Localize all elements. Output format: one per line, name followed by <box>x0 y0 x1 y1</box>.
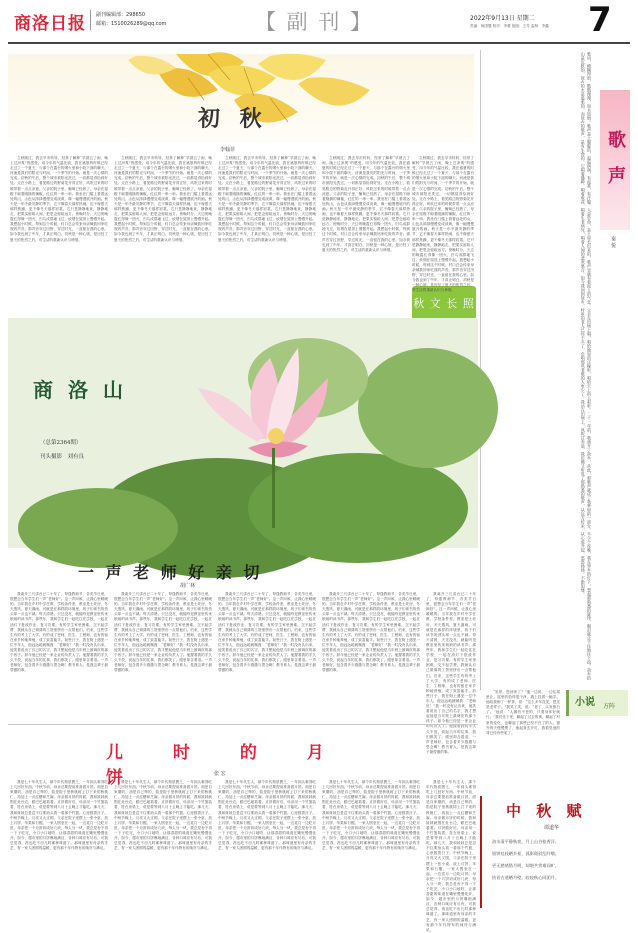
fu-line: 抬首古道晒月壁，皎皎秋心同团月。 <box>492 875 560 880</box>
novel-body <box>486 690 560 790</box>
fu-line: 银饼挂枝晒乡景，孤影斑驳乱吟哦。 <box>492 851 560 856</box>
teacher-body-col5 <box>426 592 476 754</box>
autumn-body-text-2: 立秋刚过，我去早市转转，经常了解种“早晨五了雨，晚上过凉爽”的感受，用今年的气温比较，我在盛夏的时候已经走过了一个夏天，与那个在露台的烟火里和小院下面的聊天。河流是我们的阳光与时间，一个季节的开始，就是一次心情的完成。初秋的午后，整个城市被阳光洗过，一切都显得恰到好处。走在小路上，看见路边的野菊花开得正好，风吹过来的时候带着一点点凉意。父亲的院子里，葡萄已经熟了，母亲在屋檐下晾着刚摘的辣椒，红红的一串一串。我坐在门槛上看着远处的山，山色从浓绿慢慢变成淡黄，像一幅慢慢展开的画。秋天是一年中最安静的季节，它不像春天那样热闹，也不像夏天那样焦躁，更不像冬天那样寂寞。它只是静静地来，静静地走，把果实留给人间，把思念留给远方。傍晚时分，天边的晚霞红得像一团火，归鸟成群地飞过，炊烟在屋顶上慢慢升起。我想起小时候，每到这个时候，村口总会传来母亲喊我回家吃饭的声音。那声音穿过田野，穿过时光，一直留在我的心里。如今我也到了中年，才真正明白，初秋是一种心境，是历经了夏天的热烈之后，对生活的重新认识与珍惜。 <box>114 156 212 242</box>
novel-label: 小说 <box>575 697 595 708</box>
page-number: 7 <box>588 0 612 40</box>
autumn-body-col3 <box>218 156 316 306</box>
photo-caption: （总第2364期） <box>40 440 82 446</box>
teacher-body-text-4: 我离开三尺讲台已二十年了，每逢教师节，各类节日里，很想念当年学生们一声“老师好”。这一声问候，让我心里暖暖的。当年我在乡村中学任教，学校条件差，教室是土坯房，冬天透风，夏天漏雨。可就是在那样的环境里，孩子们读书的劲头却一点也不减。每天清晨，天还没亮，就能听见教室里传来琅琅的读书声。那些年，我和学生们一起吃住在学校，一起在油灯下批改作业、复习功课。有的学生家里困难，交不起学费，我就从自己微薄的工资里挤出一点帮他们。后来，这些学生有的考上了大学，有的成了老师、医生、工程师，也有的留在家乡种地养殖，成了致富能手。前些日子，我在街上遇见一位中年人，他远远地就喊我：“老师好！”我一时没有认出来，他笑着说出了自己的名字，我才想起他是当年班上最调皮的那个孩子。如今他已经是一家企业的负责人了。他握着我的手久久不放，说起当年的往事，我们都笑了，眼里却含着泪。一声老师好，包含着多少感激与思念啊！教书育人，是我这辈子最骄傲的事。 <box>322 592 420 673</box>
autumn-body-col1 <box>10 156 108 306</box>
poem-title: 歌 声 <box>605 129 626 191</box>
masthead-info-2: 邮箱：1510026289@qq.com <box>96 21 167 27</box>
mooncake-body-col4 <box>322 780 420 906</box>
mooncake-body-col5 <box>426 780 476 932</box>
newspaper-logo: 商洛日报 <box>14 14 86 34</box>
mooncake-body-col1 <box>10 780 108 906</box>
mooncake-body-text-5: 我是七十年代生人，那个年代物质匮乏，一年到头难得吃上几回好东西。中秋节前，母亲总要提前准备做月饼。面是自家磨的，油是自己榨的，馅是院子里核桃树上打下来的核桃仁，再加上一点红糖和芝麻。母亲做月饼的时候，我和妹妹就围在灶台边，眼巴巴地看着。月饼做好后，母亲用一个竹篮装着，挂在房梁上，说是要等到八月十五晚上才能吃。那几天，我和妹妹总是忍不住要抬头看一看那个竹篮，心里数着日子。中秋节晚上，月亮又大又圆，父亲在院子里摆上一张小桌，放上月饼、苹果和石榴，一家人围坐在一起，一边赏月一边吃月饼。母亲把一个月饼切成好几块，每人分一块，我总是舍不得一下子吃完，小口小口地咬，让那香甜的味道在嘴里慢慢化开。如今，超市里的月饼琳琅满目，各种口味应有尽有，可我总觉得，再也吃不出儿时那种味道了。那味道里有母亲的手艺，有一家人团圆的温暖，更有那个年代特有的纯朴与满足。 <box>426 780 476 932</box>
mooncake-body-text-2: 我是七十年代生人，那个年代物质匮乏，一年到头难得吃上几回好东西。中秋节前，母亲总要提前准备做月饼。面是自家磨的，油是自己榨的，馅是院子里核桃树上打下来的核桃仁，再加上一点红糖和芝麻。母亲做月饼的时候，我和妹妹就围在灶台边，眼巴巴地看着。月饼做好后，母亲用一个竹篮装着，挂在房梁上，说是要等到八月十五晚上才能吃。那几天，我和妹妹总是忍不住要抬头看一看那个竹篮，心里数着日子。中秋节晚上，月亮又大又圆，父亲在院子里摆上一张小桌，放上月饼、苹果和石榴，一家人围坐在一起，一边赏月一边吃月饼。母亲把一个月饼切成好几块，每人分一块，我总是舍不得一下子吃完，小口小口地咬，让那香甜的味道在嘴里慢慢化开。如今，超市里的月饼琳琅满目，各种口味应有尽有，可我总觉得，再也吃不出儿时那种味道了。那味道里有母亲的手艺，有一家人团圆的温暖，更有那个年代特有的纯朴与满足。 <box>114 780 212 851</box>
mooncake-body-col3 <box>218 780 316 906</box>
issue-date: 2022年9月13日 星期二 <box>470 15 535 22</box>
novel-body-text: “吴哥，您回来了？”他一边说，一边往屋里让。屋里收拾得很干净，墙上挂着一幅字。他给我倒了一杯茶，说：“这么多年没见，您还是老样子。”我笑了笑，说：“老了，头发都白了。”他说：“人哪有不老的，只要身体好就行。”我们坐下来，聊起了过去的事，聊起了村里的变化，也聊起了那些已经不在了的人。窗外的天慢慢黑了，他起身去开灯，我看见他的背已经有些驼了。 <box>486 690 560 735</box>
fu-lines <box>492 836 624 884</box>
autumn-title: 初 秋 <box>198 106 268 132</box>
mooncake-body-text-3: 我是七十年代生人，那个年代物质匮乏，一年到头难得吃上几回好东西。中秋节前，母亲总要提前准备做月饼。面是自家磨的，油是自己榨的，馅是院子里核桃树上打下来的核桃仁，再加上一点红糖和芝麻。母亲做月饼的时候，我和妹妹就围在灶台边，眼巴巴地看着。月饼做好后，母亲用一个竹篮装着，挂在房梁上，说是要等到八月十五晚上才能吃。那几天，我和妹妹总是忍不住要抬头看一看那个竹篮，心里数着日子。中秋节晚上，月亮又大又圆，父亲在院子里摆上一张小桌，放上月饼、苹果和石榴，一家人围坐在一起，一边赏月一边吃月饼。母亲把一个月饼切成好几块，每人分一块，我总是舍不得一下子吃完，小口小口地咬，让那香甜的味道在嘴里慢慢化开。如今，超市里的月饼琳琅满目，各种口味应有尽有，可我总觉得，再也吃不出儿时那种味道了。那味道里有母亲的手艺，有一家人团圆的温暖，更有那个年代特有的纯朴与满足。 <box>218 780 316 851</box>
poem-title-band <box>600 90 630 230</box>
fu-line: 更无愁绪错月明，却堪共赏难同旷。 <box>492 863 560 868</box>
teacher-body-text-5: 我离开三尺讲台已二十年了，每逢教师节，各类节日里，很想念当年学生们一声“老师好”。这一声问候，让我心里暖暖的。当年我在乡村中学任教，学校条件差，教室是土坯房，冬天透风，夏天漏雨。可就是在那样的环境里，孩子们读书的劲头却一点也不减。每天清晨，天还没亮，就能听见教室里传来琅琅的读书声。那些年，我和学生们一起吃住在学校，一起在油灯下批改作业、复习功课。有的学生家里困难，交不起学费，我就从自己微薄的工资里挤出一点帮他们。后来，这些学生有的考上了大学，有的成了老师、医生、工程师，也有的留在家乡种地养殖，成了致富能手。前些日子，我在街上遇见一位中年人，他远远地就喊我：“老师好！”我一时没有认出来，他笑着说出了自己的名字，我才想起他是当年班上最调皮的那个孩子。如今他已经是一家企业的负责人了。他握着我的手久久不放，说起当年的往事，我们都笑了，眼里却含着泪。一声老师好，包含着多少感激与思念啊！教书育人，是我这辈子最骄傲的事。 <box>426 592 476 754</box>
teacher-body-text-3: 我离开三尺讲台已二十年了，每逢教师节，各类节日里，很想念当年学生们一声“老师好”。这一声问候，让我心里暖暖的。当年我在乡村中学任教，学校条件差，教室是土坯房，冬天透风，夏天漏雨。可就是在那样的环境里，孩子们读书的劲头却一点也不减。每天清晨，天还没亮，就能听见教室里传来琅琅的读书声。那些年，我和学生们一起吃住在学校，一起在油灯下批改作业、复习功课。有的学生家里困难，交不起学费，我就从自己微薄的工资里挤出一点帮他们。后来，这些学生有的考上了大学，有的成了老师、医生、工程师，也有的留在家乡种地养殖，成了致富能手。前些日子，我在街上遇见一位中年人，他远远地就喊我：“老师好！”我一时没有认出来，他笑着说出了自己的名字，我才想起他是当年班上最调皮的那个孩子。如今他已经是一家企业的负责人了。他握着我的手久久不放，说起当年的往事，我们都笑了，眼里却含着泪。一声老师好，包含着多少感激与思念啊！教书育人，是我这辈子最骄傲的事。 <box>218 592 316 673</box>
staff-info: 责编：杨国馨 校对：李蕾 组版：王芳 监制：李鑫 <box>470 24 549 28</box>
autumn-body-text-4: 立秋刚过，我去早市转转，经常了解种“早晨五了雨，晚上过凉爽”的感受，用今年的气温比较，我在盛夏的时候已经走过了一个夏天，与那个在露台的烟火里和小院下面的聊天。河流是我们的阳光与时间，一个季节的开始，就是一次心情的完成。初秋的午后，整个城市被阳光洗过，一切都显得恰到好处。走在小路上，看见路边的野菊花开得正好，风吹过来的时候带着一点点凉意。父亲的院子里，葡萄已经熟了，母亲在屋檐下晾着刚摘的辣椒，红红的一串一串。我坐在门槛上看着远处的山，山色从浓绿慢慢变成淡黄，像一幅慢慢展开的画。秋天是一年中最安静的季节，它不像春天那样热闹，也不像夏天那样焦躁，更不像冬天那样寂寞。它只是静静地来，静静地走，把果实留给人间，把思念留给远方。傍晚时分，天边的晚霞红得像一团火，归鸟成群地飞过，炊烟在屋顶上慢慢升起。我想起小时候，每到这个时候，村口总会传来母亲喊我回家吃饭的声音。那声音穿过田野，穿过时光，一直留在我的心里。如今我也到了中年，才真正明白，初秋是一种心境，是历经了夏天的热烈之后，对生活的重新认识与珍惜。 <box>322 156 410 252</box>
photo-title-box <box>30 354 130 422</box>
autumn-body-col4b <box>412 156 474 293</box>
teacher-author: 胡广林 <box>180 583 196 589</box>
section-rule <box>8 724 478 725</box>
autumn-body-col2 <box>114 156 212 306</box>
autumn-body-text-3: 立秋刚过，我去早市转转，经常了解种“早晨五了雨，晚上过凉爽”的感受，用今年的气温比较，我在盛夏的时候已经走过了一个夏天，与那个在露台的烟火里和小院下面的聊天。河流是我们的阳光与时间，一个季节的开始，就是一次心情的完成。初秋的午后，整个城市被阳光洗过，一切都显得恰到好处。走在小路上，看见路边的野菊花开得正好，风吹过来的时候带着一点点凉意。父亲的院子里，葡萄已经熟了，母亲在屋檐下晾着刚摘的辣椒，红红的一串一串。我坐在门槛上看着远处的山，山色从浓绿慢慢变成淡黄，像一幅慢慢展开的画。秋天是一年中最安静的季节，它不像春天那样热闹，也不像夏天那样焦躁，更不像冬天那样寂寞。它只是静静地来，静静地走，把果实留给人间，把思念留给远方。傍晚时分，天边的晚霞红得像一团火，归鸟成群地飞过，炊烟在屋顶上慢慢升起。我想起小时候，每到这个时候，村口总会传来母亲喊我回家吃饭的声音。那声音穿过田野，穿过时光，一直留在我的心里。如今我也到了中年，才真正明白，初秋是一种心境，是历经了夏天的热烈之后，对生活的重新认识与珍惜。 <box>218 156 316 242</box>
fu-line: 洛水清平静秋夜，月上山谷桂香浮。 <box>492 839 560 844</box>
teacher-title: 一 声 老 师 好 亲 切 <box>78 563 263 582</box>
autumn-banner <box>8 54 474 142</box>
mooncake-author: 张 宏 <box>214 771 226 777</box>
poem-body: 歌词，模糊得很，散散漫漫，如水如烟。歌声是土腥腥的，温温润润，有泥香，有汗腥。人是草命，是土里长出来的，歌声也就有着泥土的气息。父亲在田埂上唱，唱给地里的庄稼听，唱给天上的云彩听。二十一年前，我离开了故乡，从此，那歌声就成了我梦里的一部分。多少个夜晚，我在异乡的灯下，想起那熟悉的旋律，眼泪就止不住地往下流。故乡的山是沉默的，故乡的水是温柔的，而故乡的歌声，是有生命的。它唱着播种，唱着收获，唱着生老病死，唱着人间的悲欢离合。如今我回到故乡，村里的老人已经不多了，会唱那些老歌的人更少了。我站在田埂上，风吹过麦浪，我仿佛又听见了那熟悉的歌声，从远方传来，从心底升起，悠悠扬扬，不绝如缕。 <box>580 52 592 680</box>
stamp-text: 秋 文 长 照 <box>413 297 475 310</box>
masthead-divider <box>90 10 91 30</box>
teacher-body-col3 <box>218 592 316 718</box>
novel-badge <box>566 690 628 716</box>
masthead-info-1: 副刊编辑部：298650 <box>96 12 146 18</box>
novel-sublabel: 方阵 <box>603 703 616 710</box>
fu-left-border <box>480 796 482 908</box>
fu-box <box>484 798 630 908</box>
teacher-body-col2 <box>114 592 212 718</box>
masthead <box>0 0 638 44</box>
teacher-body-col4 <box>322 592 420 718</box>
photo-feature <box>8 318 478 548</box>
teacher-body-text-2: 我离开三尺讲台已二十年了，每逢教师节，各类节日里，很想念当年学生们一声“老师好”。这一声问候，让我心里暖暖的。当年我在乡村中学任教，学校条件差，教室是土坯房，冬天透风，夏天漏雨。可就是在那样的环境里，孩子们读书的劲头却一点也不减。每天清晨，天还没亮，就能听见教室里传来琅琅的读书声。那些年，我和学生们一起吃住在学校，一起在油灯下批改作业、复习功课。有的学生家里困难，交不起学费，我就从自己微薄的工资里挤出一点帮他们。后来，这些学生有的考上了大学，有的成了老师、医生、工程师，也有的留在家乡种地养殖，成了致富能手。前些日子，我在街上遇见一位中年人，他远远地就喊我：“老师好！”我一时没有认出来，他笑着说出了自己的名字，我才想起他是当年班上最调皮的那个孩子。如今他已经是一家企业的负责人了。他握着我的手久久不放，说起当年的往事，我们都笑了，眼里却含着泪。一声老师好，包含着多少感激与思念啊！教书育人，是我这辈子最骄傲的事。 <box>114 592 212 673</box>
autumn-body-text-5: 立秋刚过，我去早市转转，经常了解种“早晨五了雨，晚上过凉爽”的感受，用今年的气温比较，我在盛夏的时候已经走过了一个夏天，与那个在露台的烟火里和小院下面的聊天。河流是我们的阳光与时间，一个季节的开始，就是一次心情的完成。初秋的午后，整个城市被阳光洗过，一切都显得恰到好处。走在小路上，看见路边的野菊花开得正好，风吹过来的时候带着一点点凉意。父亲的院子里，葡萄已经熟了，母亲在屋檐下晾着刚摘的辣椒，红红的一串一串。我坐在门槛上看着远处的山，山色从浓绿慢慢变成淡黄，像一幅慢慢展开的画。秋天是一年中最安静的季节，它不像春天那样热闹，也不像夏天那样焦躁，更不像冬天那样寂寞。它只是静静地来，静静地走，把果实留给人间，把思念留给远方。傍晚时分，天边的晚霞红得像一团火，归鸟成群地飞过，炊烟在屋顶上慢慢升起。我想起小时候，每到这个时候，村口总会传来母亲喊我回家吃饭的声音。那声音穿过田野，穿过时光，一直留在我的心里。如今我也到了中年，才真正明白，初秋是一种心境，是历经了夏天的热烈之后，对生活的重新认识与珍惜。 <box>412 156 474 293</box>
teacher-body-col1 <box>10 592 108 718</box>
autumn-body-col4 <box>322 156 410 286</box>
mooncake-title: 儿 时 的 月 饼 <box>106 743 346 788</box>
mooncake-body-text-4: 我是七十年代生人，那个年代物质匮乏，一年到头难得吃上几回好东西。中秋节前，母亲总要提前准备做月饼。面是自家磨的，油是自己榨的，馅是院子里核桃树上打下来的核桃仁，再加上一点红糖和芝麻。母亲做月饼的时候，我和妹妹就围在灶台边，眼巴巴地看着。月饼做好后，母亲用一个竹篮装着，挂在房梁上，说是要等到八月十五晚上才能吃。那几天，我和妹妹总是忍不住要抬头看一看那个竹篮，心里数着日子。中秋节晚上，月亮又大又圆，父亲在院子里摆上一张小桌，放上月饼、苹果和石榴，一家人围坐在一起，一边赏月一边吃月饼。母亲把一个月饼切成好几块，每人分一块，我总是舍不得一下子吃完，小口小口地咬，让那香甜的味道在嘴里慢慢化开。如今，超市里的月饼琳琅满目，各种口味应有尽有，可我总觉得，再也吃不出儿时那种味道了。那味道里有母亲的手艺，有一家人团圆的温暖，更有那个年代特有的纯朴与满足。 <box>322 780 420 851</box>
section-title: 【 副 刊 】 <box>255 10 374 34</box>
autumn-body-text: 立秋刚过，我去早市转转，经常了解种“早晨五了雨，晚上过凉爽”的感受，用今年的气温比较，我在盛夏的时候已经走过了一个夏天，与那个在露台的烟火里和小院下面的聊天。河流是我们的阳光与时间，一个季节的开始，就是一次心情的完成。初秋的午后，整个城市被阳光洗过，一切都显得恰到好处。走在小路上，看见路边的野菊花开得正好，风吹过来的时候带着一点点凉意。父亲的院子里，葡萄已经熟了，母亲在屋檐下晾着刚摘的辣椒，红红的一串一串。我坐在门槛上看着远处的山，山色从浓绿慢慢变成淡黄，像一幅慢慢展开的画。秋天是一年中最安静的季节，它不像春天那样热闹，也不像夏天那样焦躁，更不像冬天那样寂寞。它只是静静地来，静静地走，把果实留给人间，把思念留给远方。傍晚时分，天边的晚霞红得像一团火，归鸟成群地飞过，炊烟在屋顶上慢慢升起。我想起小时候，每到这个时候，村口总会传来母亲喊我回家吃饭的声音。那声音穿过田野，穿过时光，一直留在我的心里。如今我也到了中年，才真正明白，初秋是一种心境，是历经了夏天的热烈之后，对生活的重新认识与珍惜。 <box>10 156 108 242</box>
teacher-body-text: 我离开三尺讲台已二十年了，每逢教师节，各类节日里，很想念当年学生们一声“老师好”。这一声问候，让我心里暖暖的。当年我在乡村中学任教，学校条件差，教室是土坯房，冬天透风，夏天漏雨。可就是在那样的环境里，孩子们读书的劲头却一点也不减。每天清晨，天还没亮，就能听见教室里传来琅琅的读书声。那些年，我和学生们一起吃住在学校，一起在油灯下批改作业、复习功课。有的学生家里困难，交不起学费，我就从自己微薄的工资里挤出一点帮他们。后来，这些学生有的考上了大学，有的成了老师、医生、工程师，也有的留在家乡种地养殖，成了致富能手。前些日子，我在街上遇见一位中年人，他远远地就喊我：“老师好！”我一时没有认出来，他笑着说出了自己的名字，我才想起他是当年班上最调皮的那个孩子。如今他已经是一家企业的负责人了。他握着我的手久久不放，说起当年的往事，我们都笑了，眼里却含着泪。一声老师好，包含着多少感激与思念啊！教书育人，是我这辈子最骄傲的事。 <box>10 592 108 673</box>
autumn-author: 李翰菲 <box>220 147 236 153</box>
fu-author: 谭道华 <box>544 825 560 831</box>
photo-title: 商 洛 山 <box>33 377 127 402</box>
mooncake-body-text: 我是七十年代生人，那个年代物质匮乏，一年到头难得吃上几回好东西。中秋节前，母亲总要提前准备做月饼。面是自家磨的，油是自己榨的，馅是院子里核桃树上打下来的核桃仁，再加上一点红糖和芝麻。母亲做月饼的时候，我和妹妹就围在灶台边，眼巴巴地看着。月饼做好后，母亲用一个竹篮装着，挂在房梁上，说是要等到八月十五晚上才能吃。那几天，我和妹妹总是忍不住要抬头看一看那个竹篮，心里数着日子。中秋节晚上，月亮又大又圆，父亲在院子里摆上一张小桌，放上月饼、苹果和石榴，一家人围坐在一起，一边赏月一边吃月饼。母亲把一个月饼切成好几块，每人分一块，我总是舍不得一下子吃完，小口小口地咬，让那香甜的味道在嘴里慢慢化开。如今，超市里的月饼琳琅满目，各种口味应有尽有，可我总觉得，再也吃不出儿时那种味道了。那味道里有母亲的手艺，有一家人团圆的温暖，更有那个年代特有的纯朴与满足。 <box>10 780 108 851</box>
mooncake-body-col2 <box>114 780 212 906</box>
photo-credit: 刊头摄影 刘有良 <box>40 454 85 460</box>
lotus-photo <box>8 318 478 548</box>
poem-author: 秦 悦 <box>610 236 616 248</box>
masthead-rule <box>8 42 630 44</box>
fu-title: 中 秋 赋 <box>506 802 587 820</box>
